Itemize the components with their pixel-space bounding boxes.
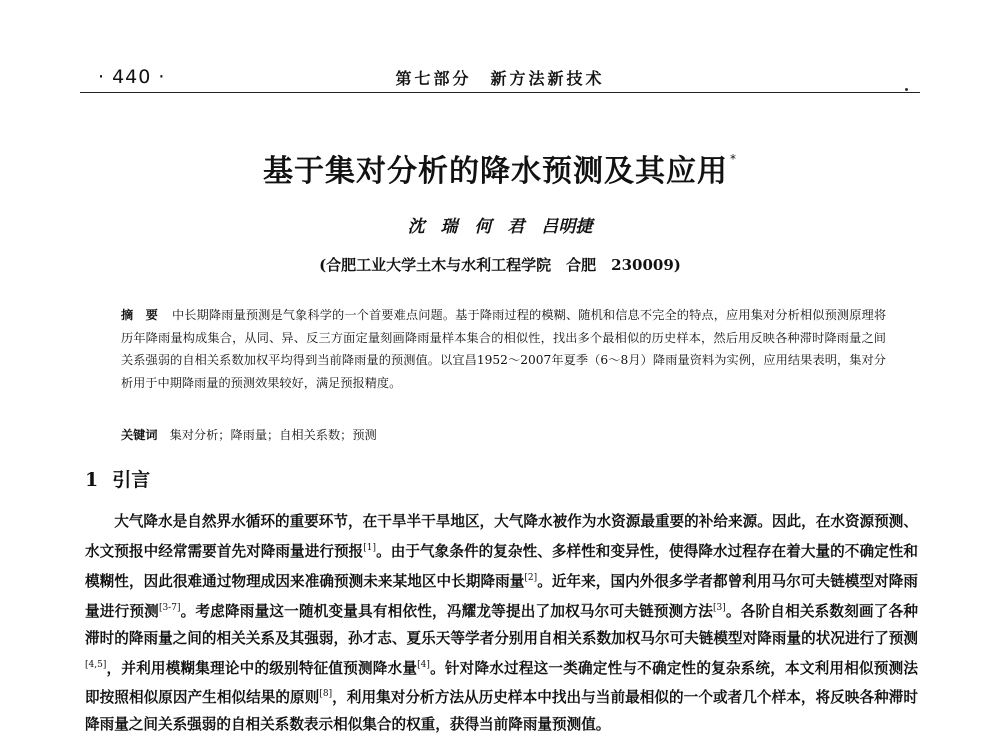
keywords bbox=[121, 424, 886, 446]
text-segment: ，并利用模糊集理论中的级别特征值预测降水量 bbox=[106, 659, 418, 677]
citation: [1] bbox=[363, 543, 377, 553]
text-segment: ，利用集对分析方法从历史样本中找出与当前最相似的一个或者几个样本，将反映各种滞时降雨量之间关系强弱的自相关系数表示相似集合的权重，获得当前降雨量预测值。 bbox=[85, 689, 918, 734]
citation: [4,5] bbox=[85, 659, 107, 670]
abstract-text: 中长期降雨量预测是气象科学的一个首要难点问题。基于降雨过程的模糊、随机和信息不完全的特点，应用集对分析相似预测原理将历年降雨量构成集合，从同、异、反三方面定量刻画降雨量样本集合的相似性，找出多个最相似的历史样本，然后用反映各种滞时降雨量之间关系强弱的自相关系数加权平均得到当前降雨量的预测值。以宜昌1952～2007年夏季（6～8月）降雨量资料为实例，应用结果表明，集对分析用于中期降雨量的预测效果较好，满足预报精度。 bbox=[121, 308, 887, 390]
scan-speck bbox=[905, 88, 908, 91]
affiliation: (合肥工业大学土木与水利工程学院 合肥 230009) bbox=[319, 256, 681, 274]
section-label: 第七部分 新方法新技术 bbox=[395, 69, 605, 88]
keywords-text: 集对分析；降雨量；自相关系数；预测 bbox=[169, 428, 377, 442]
section-title: 引言 bbox=[112, 469, 151, 491]
text-segment: 。考虑降雨量这一随机变量具有相依性，冯耀龙等提出了加权马尔可夫链预测方法 bbox=[180, 602, 713, 620]
keywords-label: 关键词 bbox=[121, 428, 158, 442]
text-segment: 。由于气象条件的复杂性、多样性和变异性，使得降水过程存在着大量的不确定性和模糊性，因此很难通过物理成因来准确预测未来某地区中长期降雨量 bbox=[85, 542, 918, 590]
intro-paragraph bbox=[85, 508, 918, 738]
title-footnote-mark: * bbox=[730, 152, 737, 166]
text-segment: 大气降水是自然界水循环的重要环节，在干旱半干旱地区，大气降水被作为水资源最重要的补给来源。因此，在水资源预测、水文预报中经常需要首先对降雨量进行预报 bbox=[85, 513, 918, 560]
text-segment: 。近年来，国内外很多学者都曾利用马尔可夫链模型对降雨量进行预测 bbox=[85, 572, 918, 620]
paper-title bbox=[0, 146, 1000, 190]
header-rule bbox=[80, 92, 920, 93]
citation: [3-7] bbox=[158, 602, 181, 613]
authors: 沈 瑞 何 君 吕明捷 bbox=[407, 217, 593, 237]
abstract bbox=[121, 304, 886, 394]
citation: [4] bbox=[417, 659, 430, 670]
abstract-label: 摘 要 bbox=[121, 308, 158, 322]
running-header bbox=[80, 62, 920, 92]
citation: [2] bbox=[524, 572, 538, 583]
title-text: 基于集对分析的降水预测及其应用 bbox=[263, 154, 728, 189]
text-segment: 。各阶自相关系数刻画了各种滞时的降雨量之间的相关关系及其强弱，孙才志、夏乐天等学者分别用自相关系数加权马尔可夫链模型对降雨量的状况进行了预测 bbox=[85, 602, 918, 647]
citation: [8] bbox=[319, 689, 333, 700]
section-heading bbox=[85, 465, 150, 492]
page-number: · 440 · bbox=[98, 66, 166, 88]
text-segment: 。针对降水过程这一类确定性与不确定性的复杂系统，本文利用相似预测法即按照相似原因产生相似结果的原则 bbox=[85, 659, 918, 707]
section-number: 1 bbox=[85, 469, 99, 491]
citation: [3] bbox=[712, 602, 726, 613]
